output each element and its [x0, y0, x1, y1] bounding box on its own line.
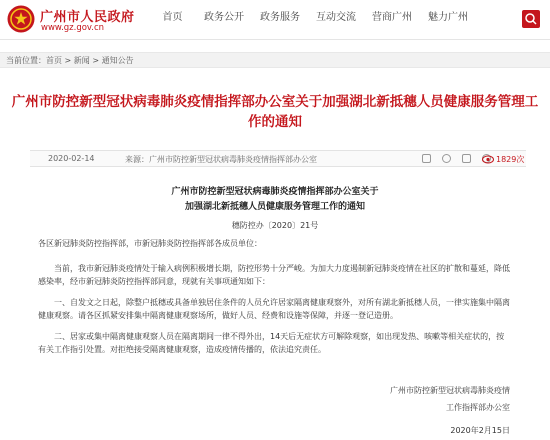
intro-paragraph: 当前，我市新冠肺炎疫情处于输入病例积极增长期，防控形势十分严峻。为加大力度遏制新冠肺炎疫情在社区的扩散和蔓延，降低感染率，经市新冠肺炎防控指挥部同意，现就有关事项通知如下： — [38, 264, 510, 286]
nav-interaction[interactable]: 互动交流 — [316, 12, 356, 23]
signature-org-line-2: 工作指挥部办公室 — [446, 403, 510, 412]
search-button[interactable] — [522, 10, 540, 28]
breadcrumb-item-news[interactable]: 新闻 — [73, 56, 90, 65]
view-count: 1829次 — [496, 155, 525, 164]
article-source: 来源：广州市防控新型冠状病毒肺炎疫情指挥部办公室 — [125, 155, 317, 164]
article-meta-bar — [30, 150, 526, 167]
salutation-paragraph: 各区新冠肺炎防控指挥部，市新冠肺炎防控指挥部各成员单位： — [38, 239, 262, 248]
breadcrumb-separator: > — [62, 56, 74, 65]
paragraph-2: 二、居家或集中隔离健康观察人员在隔离期间一律不得外出，14天后无症状方可解除观察，如出现发热、咳嗽等相关症状的，按有关工作指引处置。对拒绝接受隔离健康观察，造成疫情传播的，依法追究责任。 — [38, 332, 505, 354]
share-icon[interactable] — [462, 154, 471, 163]
breadcrumb-item-home[interactable]: 首页 — [46, 56, 62, 65]
print-icon[interactable] — [422, 154, 431, 163]
site-name[interactable]: 广州市人民政府 — [40, 10, 135, 25]
nav-home[interactable]: 首页 — [162, 12, 183, 23]
article-tools — [422, 154, 491, 163]
nav-gov-affairs[interactable]: 政务公开 — [204, 12, 244, 23]
eye-icon — [482, 155, 494, 164]
breadcrumb-item-notices[interactable]: 通知公告 — [101, 56, 134, 65]
nav-gov-services[interactable]: 政务服务 — [260, 12, 300, 23]
font-size-icon[interactable] — [442, 154, 451, 163]
breadcrumb-prefix: 当前位置： — [6, 56, 46, 65]
emblem-logo-icon[interactable] — [6, 4, 36, 34]
article-title: 广州市防控新型冠状病毒肺炎疫情指挥部办公室关于加强湖北新抵穗人员健康服务管理工作的通知 — [11, 94, 539, 130]
breadcrumb — [6, 55, 134, 66]
search-icon — [522, 10, 540, 28]
nav-business[interactable]: 营商广州 — [372, 12, 412, 23]
signature-date: 2020年2月15日 — [450, 426, 510, 435]
main-nav — [149, 0, 476, 40]
breadcrumb-separator: > — [89, 56, 102, 65]
doc-title-line-1: 广州市防控新型冠状病毒肺炎疫情指挥部办公室关于 — [171, 187, 379, 197]
document-number: 穗防控办〔2020〕21号 — [231, 221, 319, 230]
publish-date: 2020-02-14 — [48, 154, 95, 163]
signature-org-line-1: 广州市防控新型冠状病毒肺炎疫情 — [390, 386, 510, 395]
site-url: www.gz.gov.cn — [41, 23, 105, 33]
nav-charm[interactable]: 魅力广州 — [428, 12, 468, 23]
doc-title-line-2: 加强湖北新抵穗人员健康服务管理工作的通知 — [184, 202, 365, 212]
paragraph-1: 一、自发文之日起，除整户抵穗或具备单独居住条件的人员允许居家隔离健康观察外，对所有湖北新抵穗人员，一律实施集中隔离健康观察。请各区抓紧安排集中隔离健康观察场所，做好人员、经费和设施等保障，并逐一登记造册。 — [38, 298, 510, 320]
site-header — [0, 0, 550, 40]
